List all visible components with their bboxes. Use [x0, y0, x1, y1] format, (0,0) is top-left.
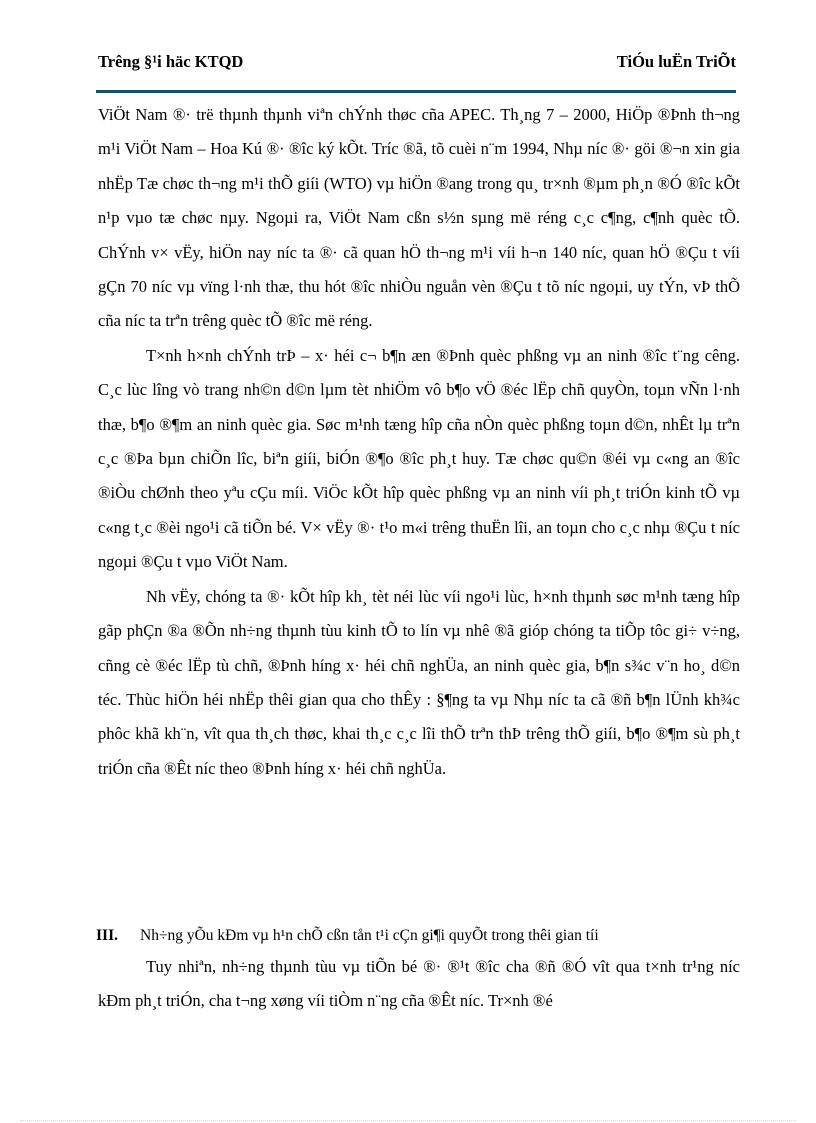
document-body: [98, 98, 740, 786]
section-number: III.: [96, 927, 118, 944]
section-heading: [96, 924, 740, 948]
page-bottom-border: [20, 1120, 796, 1121]
header-divider: [96, 90, 736, 93]
document-body-continued: [98, 950, 740, 1019]
paragraph-2: T×nh h×nh chÝnh trÞ – x· héi c¬ b¶n æn ®Þnh quèc phßng vµ an ninh ®îc t¨ng cêng. C¸c lùc lîng vò trang nh©n d©n lµm tèt nhiÖm vô b¶o vÖ ®éc lËp chñ quyÒn, toµn vÑn l·nh thæ, b¶o ®¶m an ninh quèc gia. Søc m¹nh tæng hîp cña nÒn quèc phßng toµn d©n, nhÊt lµ trªn c¸c ®Þa bµn chiÕn lîc, biªn giíi, biÓn ®¶o ®îc ph¸t huy. Tæ chøc qu©n ®éi vµ c«ng an ®îc ®iÒu chØnh theo yªu cÇu míi. ViÖc kÕt hîp quèc phßng vµ an ninh víi ph¸t triÓn kinh tÕ vµ c«ng t¸c ®èi ngo¹i cã tiÕn bé. V× vËy ®· t¹o m«i trêng thuËn lîi, an toµn cho c¸c nhµ ®Çu t níc ngoµi ®Çu t vµo ViÖt Nam.: [98, 345, 740, 572]
header-school: Trêng §¹i häc KTQD: [98, 52, 244, 71]
paragraph-1: ViÖt Nam ®· trë thµnh thµnh viªn chÝnh thøc cña APEC. Th¸ng 7 – 2000, HiÖp ®Þnh th¬ng m¹i ViÖt Nam – Hoa Kú ®· ®îc ký kÕt. Tríc ®ã, tõ cuèi n¨m 1994, Nhµ níc ®· göi ®¬n xin gia nhËp Tæ chøc th¬ng m¹i thÕ giíi (WTO) vµ hiÖn ®ang trong qu¸ tr×nh ®µm ph¸n ®Ó ®îc kÕt n¹p vµo tæ chøc nµy. Ngoµi ra, ViÖt Nam cßn s½n sµng më réng c¸c c¶ng, c¶nh quèc tÕ. ChÝnh v× vËy, hiÖn nay níc ta ®· cã quan hÖ th¬ng m¹i víi h¬n 140 níc, quan hÖ ®Çu t víi gÇn 70 níc vµ vïng l·nh thæ, thu hót ®îc nhiÒu nguån vèn ®Çu t tõ níc ngoµi, uy tÝn, vÞ thÕ cña níc ta trªn trêng quèc tÕ ®îc më réng.: [98, 105, 740, 331]
paragraph-3: Nh vËy, chóng ta ®· kÕt hîp kh¸ tèt néi lùc víi ngo¹i lùc, h×nh thµnh søc m¹nh tæng hîp gãp phÇn ®a ®Õn nh÷ng thµnh tùu kinh tÕ to lín vµ nhê ®ã gióp chóng ta tiÕp tôc gi÷ v÷ng, cñng cè ®éc lËp tù chñ, ®Þnh híng x· héi chñ nghÜa, an ninh quèc gia, b¶n s¾c v¨n ho¸ d©n téc. Thùc hiÖn héi nhËp thêi gian qua cho thÊy : §¶ng ta vµ Nhµ níc ta cã ®ñ b¶n lÜnh kh¾c phôc khã kh¨n, vît qua th¸ch thøc, khai th¸c c¸c lîi thÕ trªn thÞ trêng thÕ giíi, b¶o ®¶m sù ph¸t triÓn cña ®Êt níc theo ®Þnh híng x· héi chñ nghÜa.: [98, 586, 740, 778]
page-header: [98, 52, 736, 76]
paragraph-4: Tuy nhiªn, nh÷ng thµnh tùu vµ tiÕn bé ®· ®¹t ®îc cha ®ñ ®Ó vît qua t×nh tr¹ng níc kÐm ph¸t triÓn, cha t¬ng xøng víi tiÒm n¨ng cña ®Êt níc. Tr×nh ®é: [98, 957, 740, 1011]
header-doc-title: TiÓu luËn TriÕt: [616, 52, 736, 71]
section-title: Nh÷ng yÕu kÐm vµ h¹n chÕ cßn tån t¹i cÇn gi¶i quyÕt trong thêi gian tíi: [140, 927, 599, 944]
